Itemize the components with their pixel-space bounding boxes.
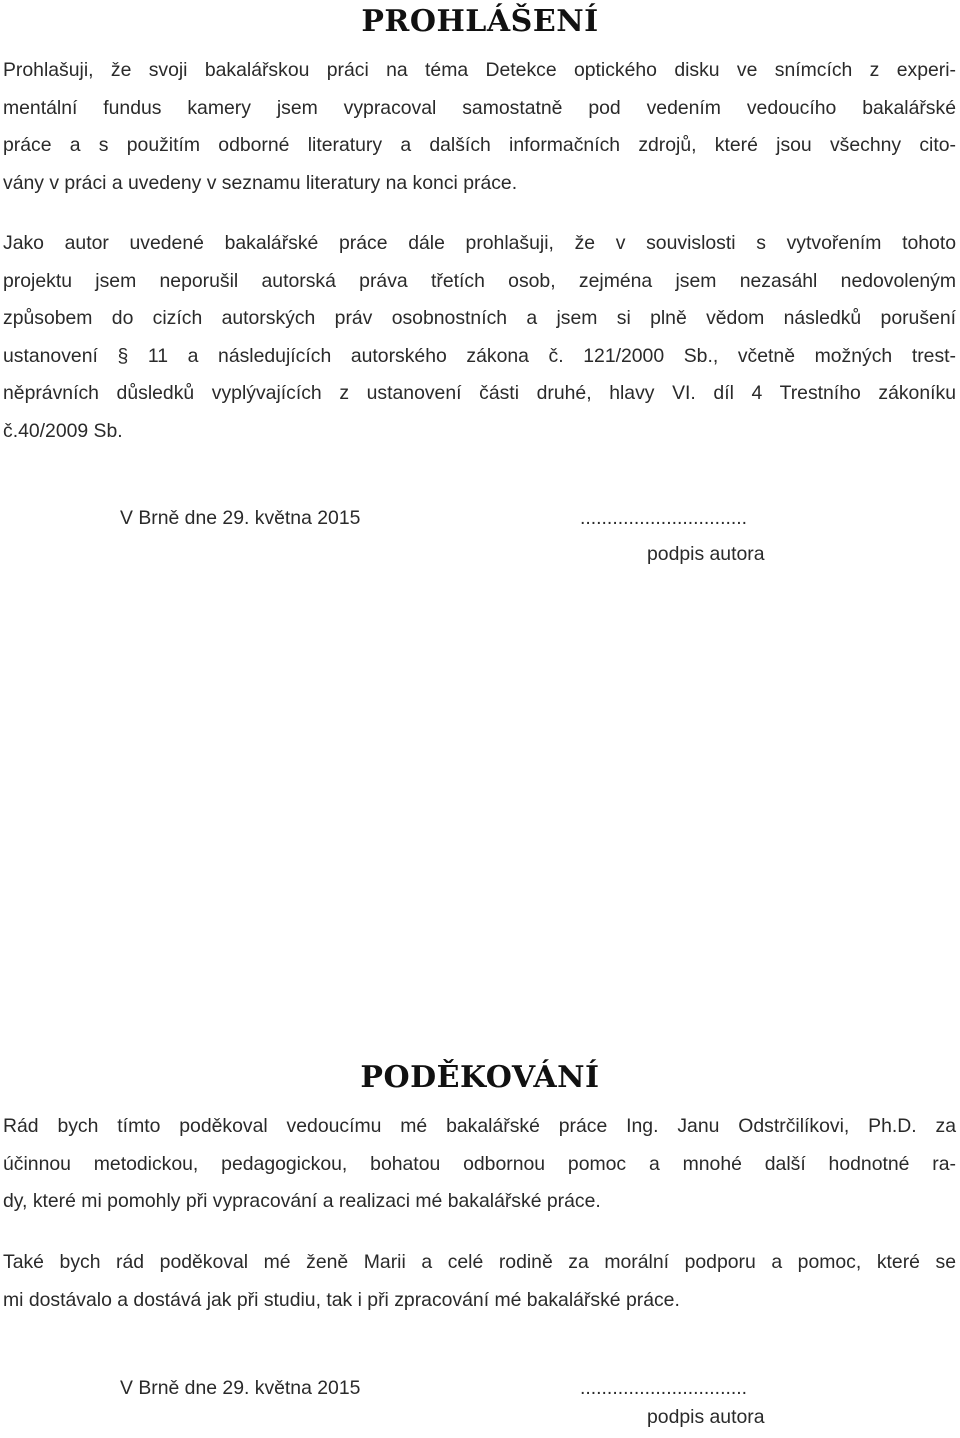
acknowledgement-title: PODĚKOVÁNÍ <box>360 1060 600 1095</box>
text-line: něprávních důsledků vyplývajících z ustanovení části druhé, hlavy VI. díl 4 Trestního zákoníku <box>3 382 956 404</box>
text-line: Prohlašuji, že svoji bakalářskou práci na téma Detekce optického disku ve snímcích z experi- <box>3 59 956 81</box>
declaration-signature-label: podpis autora <box>647 543 765 565</box>
text-line: Jako autor uvedené bakalářské práce dále prohlašuji, že v souvislosti s vytvořením tohoto <box>3 232 956 254</box>
declaration-title: PROHLÁŠENÍ <box>361 4 599 39</box>
text-line: mi dostávalo a dostává jak při studiu, tak i při zpracování mé bakalářské práce. <box>3 1288 680 1311</box>
acknowledgement-signature-line: ............................... <box>580 1377 748 1399</box>
acknowledgement-signature-label: podpis autora <box>647 1406 765 1428</box>
acknowledgement-paragraph-1 <box>3 1108 956 1221</box>
text-line: ustanovení § 11 a následujících autorského zákona č. 121/2000 Sb., včetně možných trest- <box>3 344 956 367</box>
text-line: Také bych rád poděkoval mé ženě Marii a celé rodině za morální podporu a pomoc, které se <box>3 1251 956 1273</box>
acknowledgement-paragraph-2 <box>3 1244 956 1319</box>
declaration-paragraph-1 <box>3 52 956 202</box>
acknowledgement-place-date: V Brně dne 29. května 2015 <box>120 1377 361 1399</box>
text-line: způsobem do cizích autorských práv osobnostních a jsem si plně vědom následků porušení <box>3 307 956 329</box>
text-line: projektu jsem neporušil autorská práva třetích osob, zejména jsem nezasáhl nedovoleným <box>3 269 956 292</box>
text-line: práce a s použitím odborné literatury a dalších informačních zdrojů, které jsou všechny cito- <box>3 134 956 156</box>
text-line: dy, které mi pomohly při vypracování a realizaci mé bakalářské práce. <box>3 1190 601 1212</box>
text-line: Rád bych tímto poděkoval vedoucímu mé bakalářské práce Ing. Janu Odstrčilíkovi, Ph.D. za <box>3 1115 956 1137</box>
declaration-place-date: V Brně dne 29. května 2015 <box>120 507 361 529</box>
text-line: účinnou metodickou, pedagogickou, bohatou odbornou pomoc a mnohé další hodnotné ra- <box>3 1152 956 1175</box>
text-line: mentální fundus kamery jsem vypracoval samostatně pod vedením vedoucího bakalářské <box>3 96 956 119</box>
declaration-signature-line: ............................... <box>580 507 748 529</box>
text-line: vány v práci a uvedeny v seznamu literatury na konci práce. <box>3 171 518 194</box>
declaration-paragraph-2 <box>3 225 956 450</box>
text-line: č.40/2009 Sb. <box>3 419 123 442</box>
